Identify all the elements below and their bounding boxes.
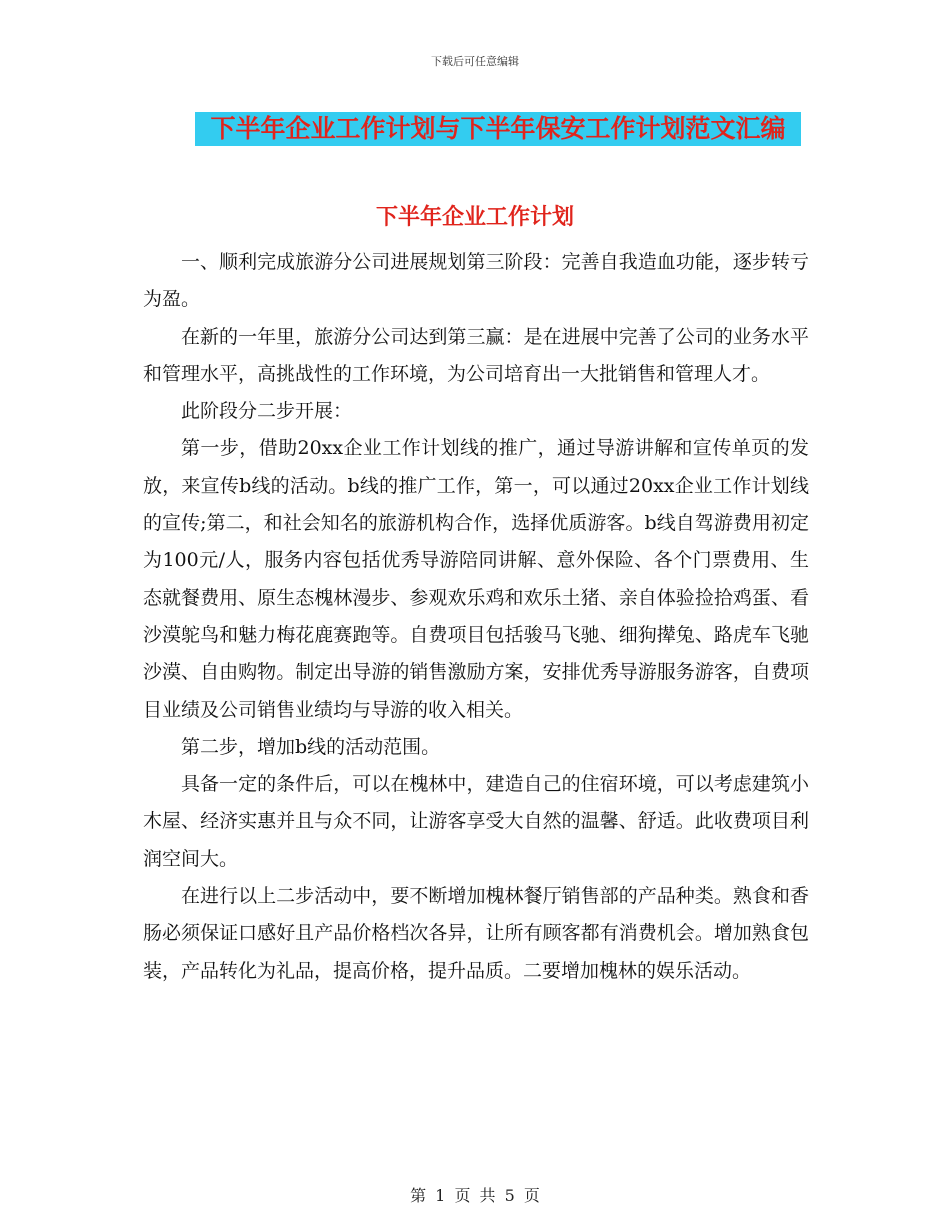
page-number-footer: 第 1 页 共 5 页 bbox=[410, 1186, 540, 1205]
paragraph: 一、顺利完成旅游分公司进展规划第三阶段：完善自我造血功能，逐步转亏为盈。 bbox=[143, 251, 809, 311]
document-title: 下半年企业工作计划与下半年保安工作计划范文汇编 bbox=[195, 112, 801, 146]
document-body bbox=[143, 244, 809, 990]
paragraph: 第二步，增加b线的活动范围。 bbox=[181, 735, 441, 758]
paragraph: 第一步，借助20xx企业工作计划线的推广，通过导游讲解和宣传单页的发放，来宣传b线的活动。b线的推广工作，第一，可以通过20xx企业工作计划线的宣传;第二，和社会知名的旅游机构合作，选择优质游客。b线自驾游费用初定为100元/人，服务内容包括优秀导游陪同讲解、意外保险、各个门票费用、生态就餐费用、原生态槐林漫步、参观欢乐鸡和欢乐土猪、亲自体验捡拾鸡蛋、看沙漠鸵鸟和魅力梅花鹿赛跑等。自费项目包括骏马飞驰、细狗撵兔、路虎车飞驰沙漠、自由购物。制定出导游的销售激励方案，安排优秀导游服务游客，自费项目业绩及公司销售业绩均与导游的收入相关。 bbox=[143, 437, 809, 721]
paragraph: 具备一定的条件后，可以在槐林中，建造自己的住宿环境，可以考虑建筑小木屋、经济实惠并且与众不同，让游客享受大自然的温馨、舒适。此收费项目利润空间大。 bbox=[143, 773, 809, 870]
paragraph: 在新的一年里，旅游分公司达到第三赢：是在进展中完善了公司的业务水平和管理水平，高挑战性的工作环境，为公司培育出一大批销售和管理人才。 bbox=[143, 325, 809, 385]
paragraph: 在进行以上二步活动中，要不断增加槐林餐厅销售部的产品种类。熟食和香肠必须保证口感好且产品价格档次各异，让所有顾客都有消费机会。增加熟食包装，产品转化为礼品，提高价格，提升品质。二要增加槐林的娱乐活动。 bbox=[143, 885, 809, 982]
header-note: 下载后可任意编辑 bbox=[431, 55, 519, 68]
paragraph: 此阶段分二步开展： bbox=[181, 400, 353, 423]
section-title: 下半年企业工作计划 bbox=[375, 204, 574, 230]
